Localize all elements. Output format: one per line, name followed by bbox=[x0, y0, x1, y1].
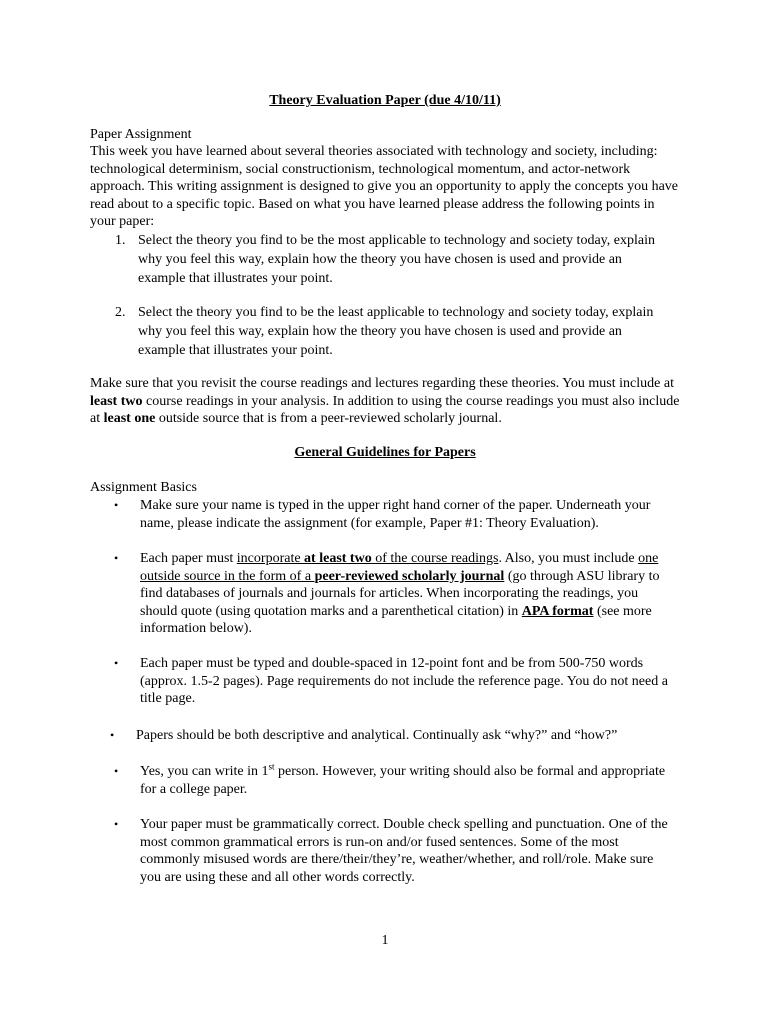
readings-paragraph bbox=[90, 375, 680, 428]
bullet-text: Papers should be both descriptive and analytical. Continually ask “why?” and “how?” bbox=[136, 728, 618, 743]
bullet-item-6 bbox=[114, 816, 674, 886]
numbered-item-number: 1. bbox=[115, 233, 126, 248]
bullet-item-2 bbox=[114, 550, 674, 638]
bullet-text: Your paper must be grammatically correct. Double check spelling and punctuation. One of the most common grammatical errors is run-on and/or fused sentences. Some of the most commonly misused words are there/their/they’re, weather/whether, and roll/role. Make sure you are using these and all other words correctly. bbox=[140, 817, 668, 885]
bullet-text bbox=[114, 763, 674, 798]
text-run: Each paper must bbox=[140, 551, 237, 566]
text-run: (go through ASU library to find databases of journals and journals for articles. When incorporating the readings, you should quote (using quotation marks and a parenthetical citation) in bbox=[140, 568, 660, 619]
text-run: course readings in your analysis. In addition to using the course readings you must also include at bbox=[90, 393, 680, 426]
underlined-text: incorporate bbox=[236, 551, 305, 566]
numbered-item-text: Select the theory you find to be the least applicable to technology and society today, explain why you feel this way, explain how the theory you have chosen is used and provide an example that illustrates your point. bbox=[138, 305, 654, 358]
bullet-item-1 bbox=[114, 497, 674, 532]
document-title: Theory Evaluation Paper (due 4/10/11) bbox=[269, 93, 501, 108]
bullet-icon: • bbox=[114, 498, 119, 512]
bold-underlined-text: at least two bbox=[304, 551, 372, 566]
text-run: . Also, you must include bbox=[498, 551, 639, 566]
superscript: st bbox=[268, 761, 275, 772]
assignment-basics-heading: Assignment Basics bbox=[90, 480, 197, 495]
bold-underlined-text: peer-reviewed scholarly journal bbox=[314, 568, 505, 584]
bullet-text bbox=[114, 550, 674, 638]
bullet-item-5 bbox=[114, 763, 674, 798]
page-number: 1 bbox=[381, 933, 389, 948]
numbered-item-number: 2. bbox=[115, 305, 126, 320]
bullet-icon: • bbox=[110, 728, 115, 742]
text-run: Make sure that you revisit the course readings and lectures regarding these theories. You must include at bbox=[90, 376, 674, 391]
underlined-text: one outside source in the form of a bbox=[140, 551, 659, 584]
bullet-icon: • bbox=[114, 817, 119, 831]
intro-paragraph: This week you have learned about several theories associated with technology and society, including: technological determinism, social constructionism, technological momentum, and actor-network approach. This writing assignment is designed to give you an opportunity to apply the concepts you have read about to a specific topic. Based on what you have learned please address the following points in your paper: bbox=[90, 144, 679, 229]
text-run: outside source that is from a peer-reviewed scholarly journal. bbox=[155, 411, 502, 426]
underlined-text: of the course readings bbox=[371, 551, 499, 566]
bullet-text: Make sure your name is typed in the upper right hand corner of the paper. Underneath your name, please indicate the assignment (for example, Paper #1: Theory Evaluation). bbox=[140, 498, 651, 531]
bold-underlined-text: APA format bbox=[521, 603, 594, 619]
text-run: (see more information below). bbox=[140, 603, 652, 636]
numbered-item-1 bbox=[115, 231, 655, 288]
bold-text: least one bbox=[103, 411, 156, 426]
text-run: Yes, you can write in 1 bbox=[140, 764, 269, 779]
section-heading-paper-assignment: Paper Assignment bbox=[90, 127, 192, 142]
bullet-icon: • bbox=[114, 551, 119, 565]
bullet-icon: • bbox=[114, 764, 119, 778]
guidelines-heading: General Guidelines for Papers bbox=[294, 445, 476, 460]
bullet-item-3 bbox=[114, 655, 674, 708]
bullet-text: Each paper must be typed and double-spaced in 12-point font and be from 500-750 words (approx. 1.5-2 pages). Page requirements do not include the reference page. You do not need a title page. bbox=[140, 656, 668, 706]
numbered-item-text: Select the theory you find to be the most applicable to technology and society today, explain why you feel this way, explain how the theory you have chosen is used and provide an example that illustrates your point. bbox=[138, 233, 655, 286]
numbered-item-2 bbox=[115, 303, 655, 360]
bullet-item-4 bbox=[110, 727, 670, 745]
bullet-icon: • bbox=[114, 656, 119, 670]
bold-text: least two bbox=[90, 393, 143, 409]
text-run: person. However, your writing should also be formal and appropriate for a college paper. bbox=[140, 764, 666, 797]
